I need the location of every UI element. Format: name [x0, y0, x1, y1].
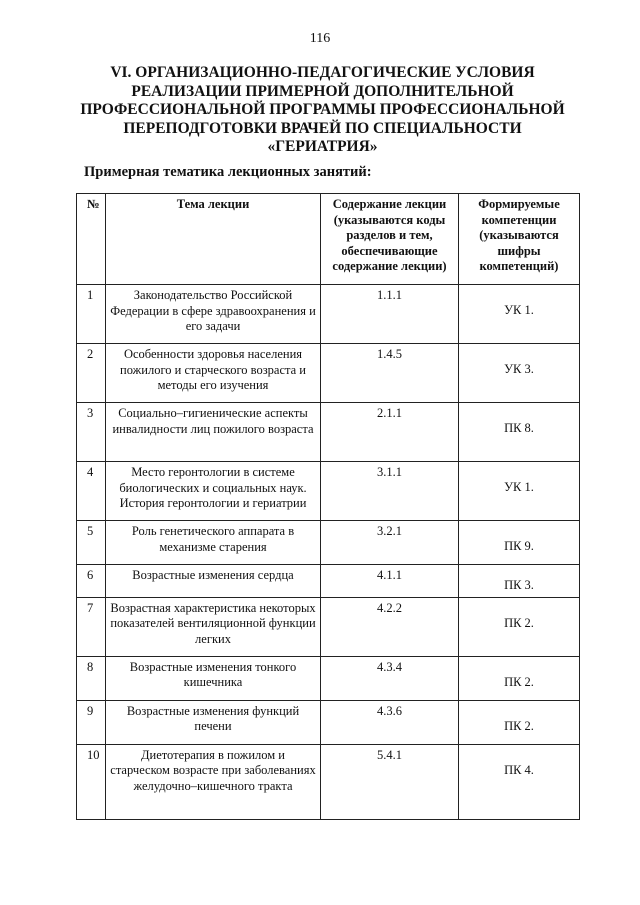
table-row [77, 285, 580, 344]
heading-line: «ГЕРИАТРИЯ» [267, 138, 378, 155]
competence-value: ПК 2. [504, 718, 534, 733]
table-row [77, 344, 580, 403]
row-code: 5.4.1 [321, 744, 459, 819]
row-competence [459, 521, 580, 565]
row-competence [459, 285, 580, 344]
competence-value: ПК 2. [504, 674, 534, 689]
competence-value: ПК 2. [504, 615, 534, 630]
row-number: 2 [77, 344, 106, 403]
row-competence [459, 700, 580, 744]
table-row [77, 744, 580, 819]
row-competence [459, 656, 580, 700]
row-topic: Социально–гигиенические аспекты инвалидности лиц пожилого возраста [106, 403, 321, 462]
table-row [77, 656, 580, 700]
row-code: 4.3.4 [321, 656, 459, 700]
table-row [77, 521, 580, 565]
row-topic: Возрастные изменения тонкого кишечника [106, 656, 321, 700]
row-code: 2.1.1 [321, 403, 459, 462]
competence-value: УК 3. [504, 362, 534, 376]
heading-line: ПЕРЕПОДГОТОВКИ ВРАЧЕЙ ПО СПЕЦИАЛЬНОСТИ [123, 119, 522, 137]
table-row [77, 700, 580, 744]
row-topic: Возрастные изменения сердца [106, 565, 321, 598]
table-caption: Примерная тематика лекционных занятий: [84, 164, 372, 180]
row-competence [459, 565, 580, 598]
row-competence [459, 597, 580, 656]
row-number: 7 [77, 597, 106, 656]
table-header-row [77, 194, 580, 285]
competence-value: ПК 4. [504, 762, 534, 777]
row-code: 4.3.6 [321, 700, 459, 744]
table-row [77, 403, 580, 462]
row-topic: Место геронтологии в системе биологических и социальных наук. История геронтологии и гериатрии [106, 462, 321, 521]
row-number: 3 [77, 403, 106, 462]
row-code: 1.1.1 [321, 285, 459, 344]
row-number: 5 [77, 521, 106, 565]
row-code: 1.4.5 [321, 344, 459, 403]
heading-line: VI. ОРГАНИЗАЦИОННО-ПЕДАГОГИЧЕСКИЕ УСЛОВИЯ [110, 64, 535, 81]
row-topic: Роль генетического аппарата в механизме старения [106, 521, 321, 565]
competence-value: ПК 9. [504, 539, 534, 553]
section-heading [70, 64, 575, 157]
row-competence [459, 462, 580, 521]
row-competence [459, 344, 580, 403]
row-code: 4.2.2 [321, 597, 459, 656]
row-number: 4 [77, 462, 106, 521]
row-competence [459, 744, 580, 819]
row-number: 1 [77, 285, 106, 344]
heading-line: ПРОФЕССИОНАЛЬНОЙ ПРОГРАММЫ ПРОФЕССИОНАЛЬНОЙ [80, 101, 565, 118]
row-number: 6 [77, 565, 106, 598]
table-row [77, 597, 580, 656]
row-code: 3.1.1 [321, 462, 459, 521]
heading-line: РЕАЛИЗАЦИИ ПРИМЕРНОЙ ДОПОЛНИТЕЛЬНОЙ [131, 82, 514, 100]
competence-value: УК 1. [504, 303, 534, 317]
row-code: 4.1.1 [321, 565, 459, 598]
header-content: Содержание лекции (указываются коды разделов и тем, обеспечивающие содержание лекции) [321, 194, 459, 285]
row-topic: Законодательство Российской Федерации в сфере здравоохранения и его задачи [106, 285, 321, 344]
header-number: № [77, 194, 106, 285]
header-topic: Тема лекции [106, 194, 321, 285]
row-topic: Возрастные изменения функций печени [106, 700, 321, 744]
row-topic: Диетотерапия в пожилом и старческом возрасте при заболеваниях желудочно–кишечного тракта [106, 744, 321, 819]
row-number: 10 [77, 744, 106, 819]
table-row [77, 462, 580, 521]
competence-value: УК 1. [504, 480, 534, 494]
lecture-topics-table [76, 193, 580, 820]
row-code: 3.2.1 [321, 521, 459, 565]
row-topic: Возрастная характеристика некоторых показателей вентиляционной функции легких [106, 597, 321, 656]
competence-value: ПК 8. [504, 421, 534, 435]
row-topic: Особенности здоровья населения пожилого и старческого возраста и методы его изучения [106, 344, 321, 403]
competence-value: ПК 3. [504, 578, 534, 592]
header-competence: Формируемые компетенции (указываются шифры компетенций) [459, 194, 580, 285]
page-number: 116 [309, 31, 331, 46]
table-row [77, 565, 580, 598]
row-competence [459, 403, 580, 462]
row-number: 8 [77, 656, 106, 700]
row-number: 9 [77, 700, 106, 744]
